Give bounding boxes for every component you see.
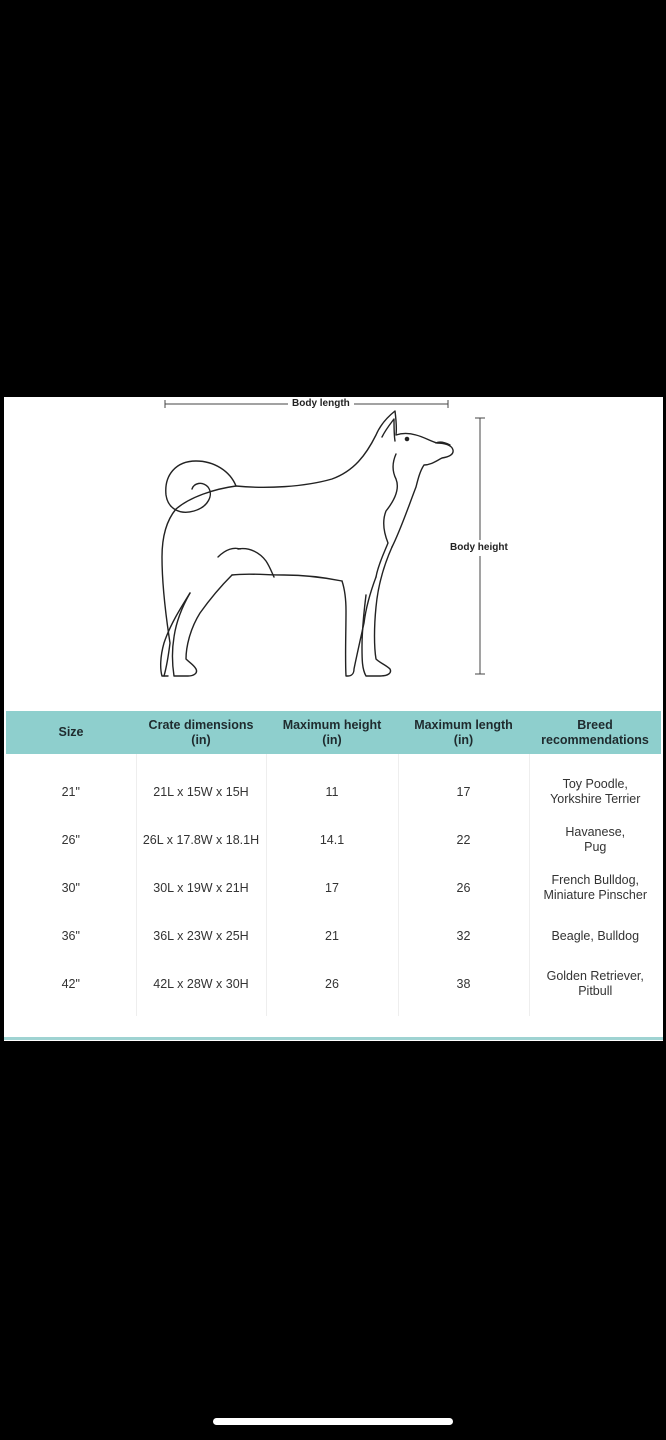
cell-breeds: Beagle, Bulldog bbox=[529, 912, 661, 960]
table-header-row bbox=[6, 711, 661, 754]
cell-crate-dimensions: 26L x 17.8W x 18.1H bbox=[136, 816, 266, 864]
table-bottom-divider bbox=[4, 1037, 663, 1040]
body-height-label: Body height bbox=[450, 540, 508, 556]
crate-size-table bbox=[6, 711, 661, 1016]
header-maximum-length: Maximum length (in) bbox=[398, 711, 529, 754]
cell-max-length: 22 bbox=[398, 816, 529, 864]
cell-max-length: 32 bbox=[398, 912, 529, 960]
cell-max-length: 26 bbox=[398, 864, 529, 912]
header-maximum-height: Maximum height (in) bbox=[266, 711, 398, 754]
cell-max-length: 17 bbox=[398, 768, 529, 816]
table-row bbox=[6, 816, 661, 864]
header-size: Size bbox=[6, 711, 136, 754]
cell-size: 26" bbox=[61, 832, 80, 847]
header-crate-dimensions: Crate dimensions (in) bbox=[136, 711, 266, 754]
cell-max-height: 21 bbox=[266, 912, 398, 960]
cell-max-length: 38 bbox=[398, 960, 529, 1008]
body-length-label: Body length bbox=[288, 398, 354, 410]
cell-crate-dimensions: 21L x 15W x 15H bbox=[136, 768, 266, 816]
cell-max-height: 26 bbox=[266, 960, 398, 1008]
cell-crate-dimensions: 36L x 23W x 25H bbox=[136, 912, 266, 960]
table-row bbox=[6, 912, 661, 960]
cell-max-height: 11 bbox=[266, 768, 398, 816]
size-chart-card bbox=[4, 397, 663, 1041]
cell-size: 30" bbox=[61, 880, 80, 895]
header-breed-recommendations: Breed recommendations bbox=[529, 711, 661, 754]
cell-max-height: 17 bbox=[266, 864, 398, 912]
table-row bbox=[6, 768, 661, 816]
cell-size: 21" bbox=[61, 784, 80, 799]
cell-size: 42" bbox=[61, 976, 80, 991]
cell-breeds: Golden Retriever, Pitbull bbox=[529, 960, 661, 1008]
cell-size: 36" bbox=[61, 928, 80, 943]
home-indicator-bar[interactable] bbox=[213, 1418, 453, 1425]
cell-breeds: Havanese, Pug bbox=[529, 816, 661, 864]
dog-measurement-illustration bbox=[4, 397, 663, 707]
cell-crate-dimensions: 30L x 19W x 21H bbox=[136, 864, 266, 912]
table-row bbox=[6, 960, 661, 1008]
cell-breeds: French Bulldog, Miniature Pinscher bbox=[529, 864, 661, 912]
cell-crate-dimensions: 42L x 28W x 30H bbox=[136, 960, 266, 1008]
cell-breeds: Toy Poodle, Yorkshire Terrier bbox=[529, 768, 661, 816]
cell-max-height: 14.1 bbox=[266, 816, 398, 864]
table-row bbox=[6, 864, 661, 912]
dog-outline-icon bbox=[4, 397, 663, 707]
